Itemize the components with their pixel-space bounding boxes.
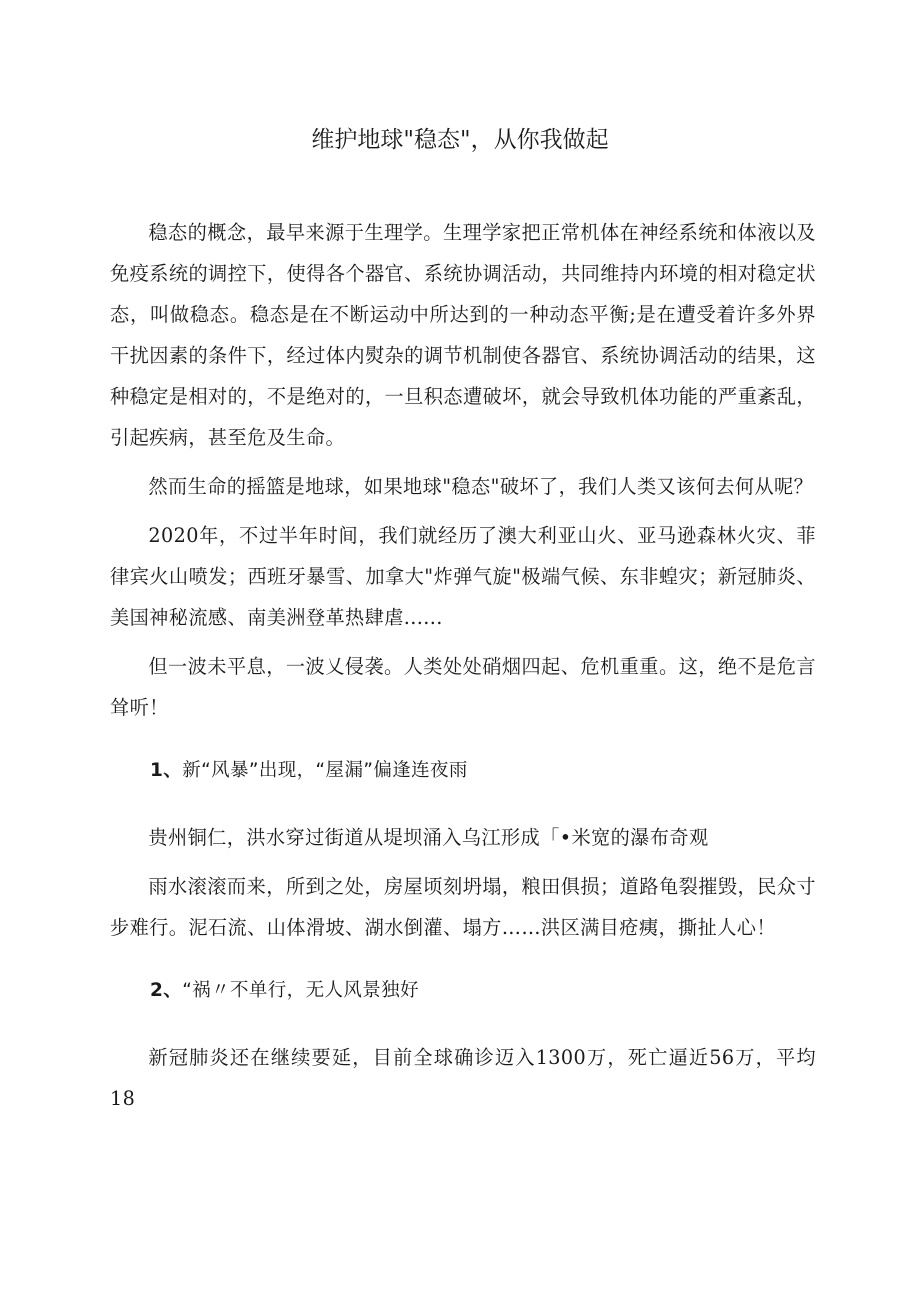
section-2-heading xyxy=(150,970,816,1011)
section-1-heading-text: 新“风暴”出现，“屋漏”偏逢连夜雨 xyxy=(182,760,468,781)
section-2-heading-text: “祸〃不单行，无人风景独好 xyxy=(182,980,419,1001)
section-1-heading xyxy=(150,750,816,791)
paragraph-2020-events: 2020年，不过半年时间，我们就经历了澳大利亚山火、亚马逊森林火灾、菲律宾火山喷发；西班牙暴雪、加拿大"炸弹气旋"极端气候、东非蝗灾；新冠肺炎、美国神秘流感、南美洲登革热肆虐...... xyxy=(110,524,816,629)
paragraph-question: 然而生命的摇篮是地球，如果地球"稳态"破坏了，我们人类又该何去何从呢？ xyxy=(148,475,814,498)
document-body xyxy=(110,212,816,1127)
paragraph-homeostasis-concept: 稳态的概念，最早来源于生理学。生理学家把正常机体在神经系统和体液以及免疫系统的调控下，使得各个器官、系统协调活动，共同维持内环境的相对稳定状态，叫做稳态。稳态是在不断运动中所达到的一种动态平衡;是在遭受着许多外界干扰因素的条件下，经过体内熨杂的调节机制使各器官、系统协调活动的结果，这种稳定是相对的，不是绝对的，一旦积态遭破坏，就会导致机体功能的严重紊乱，引起疾病，甚至危及生命。 xyxy=(110,221,816,449)
paragraph-covid-stats: 新冠肺炎还在继续要延，目前全球确诊迈入1300万，死亡逼近56万，平均18 xyxy=(110,1046,816,1110)
section-2-number: 2、 xyxy=(150,980,183,1001)
paragraph-crisis: 但一波未平息，一波乂侵袭。人类处处硝烟四起、危机重重。这，绝不是危言耸听！ xyxy=(110,655,816,719)
document-title: 维护地球"稳态"，从你我做起 xyxy=(311,127,609,153)
paragraph-tongren-flood: 贵州铜仁，洪水穿过街道从堤坝涌入乌江形成「•米宽的瀑布奇观 xyxy=(148,826,709,849)
paragraph-flood-damage: 雨水滚滚而来，所到之处，房屋顷刻坍塌，粮田俱损；道路龟裂摧毁，民众寸步难行。泥石流、山体滑坡、湖水倒灌、塌方……洪区满目疮痍，撕扯人心！ xyxy=(110,875,816,939)
section-1-number: 1、 xyxy=(150,760,183,781)
